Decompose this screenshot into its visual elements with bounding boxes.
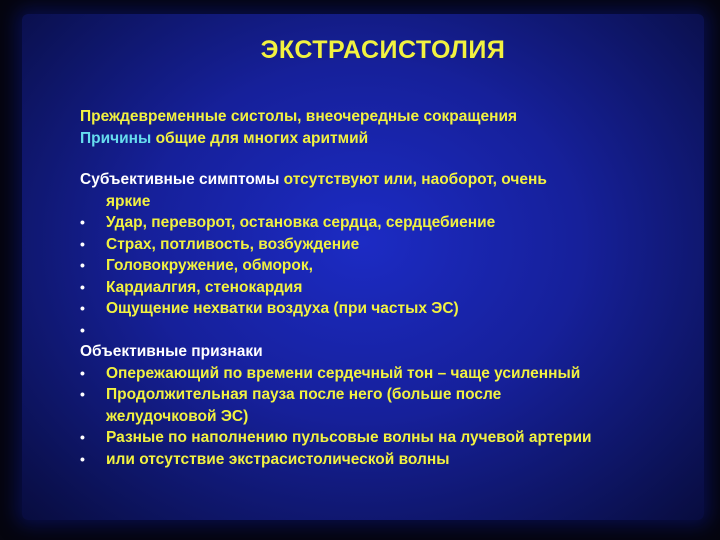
- list-item-text: Головокружение, обморок,: [106, 257, 313, 274]
- list-item-text: Ощущение нехватки воздуха (при частых ЭС): [106, 300, 459, 317]
- list-item: [80, 449, 690, 471]
- list-item-text: Кардиалгия, стенокардия: [106, 278, 303, 296]
- list-item-text-cont: желудочковой ЭС): [106, 407, 249, 425]
- causes-label: Причины: [80, 129, 152, 147]
- list-item-text: Страх, потливость, возбуждение: [106, 235, 360, 253]
- bullet-icon: •: [80, 235, 85, 252]
- subjective-text-cont: яркие: [106, 192, 151, 210]
- list-item: [80, 384, 690, 406]
- bullet-icon: •: [80, 364, 85, 381]
- bullet-icon: •: [80, 429, 85, 445]
- list-item: [80, 277, 690, 299]
- list-item-text: или отсутствие экстрасистолической волны: [106, 450, 450, 468]
- objective-heading: Объективные признаки: [80, 343, 263, 360]
- bullet-icon: •: [80, 278, 85, 295]
- list-item: [80, 255, 690, 277]
- list-item-text: Продолжительная пауза после него (больше после: [106, 386, 502, 403]
- bullet-icon: •: [80, 386, 85, 402]
- list-item: [80, 427, 690, 449]
- subjective-text: отсутствуют или, наоборот, очень: [279, 171, 547, 188]
- slide-title: ЭКСТРАСИСТОЛИЯ: [260, 36, 506, 64]
- list-item: [80, 234, 690, 256]
- subjective-heading: [80, 169, 690, 191]
- causes-line: [80, 128, 690, 150]
- bullet-icon: •: [80, 300, 85, 316]
- list-item-text: Опережающий по времени сердечный тон – чаще усиленный: [106, 364, 581, 382]
- bullet-icon: •: [80, 450, 85, 467]
- bullet-icon: •: [80, 214, 85, 230]
- subjective-label: Субъективные симптомы: [80, 171, 280, 188]
- list-item-empty: [80, 320, 690, 342]
- intro-line: Преждевременные систолы, внеочередные сокращения: [80, 108, 518, 125]
- slide: [22, 14, 704, 520]
- list-item: [80, 212, 690, 234]
- causes-text: общие для многих аритмий: [151, 129, 369, 147]
- slide-content: [80, 106, 690, 470]
- bullet-icon: •: [80, 321, 85, 338]
- list-item: [80, 298, 690, 320]
- list-item: [80, 363, 690, 385]
- list-item-text: Удар, переворот, остановка сердца, сердцебиение: [106, 214, 496, 231]
- bullet-icon: •: [80, 257, 85, 273]
- list-item-text: Разные по наполнению пульсовые волны на лучевой артерии: [106, 429, 592, 446]
